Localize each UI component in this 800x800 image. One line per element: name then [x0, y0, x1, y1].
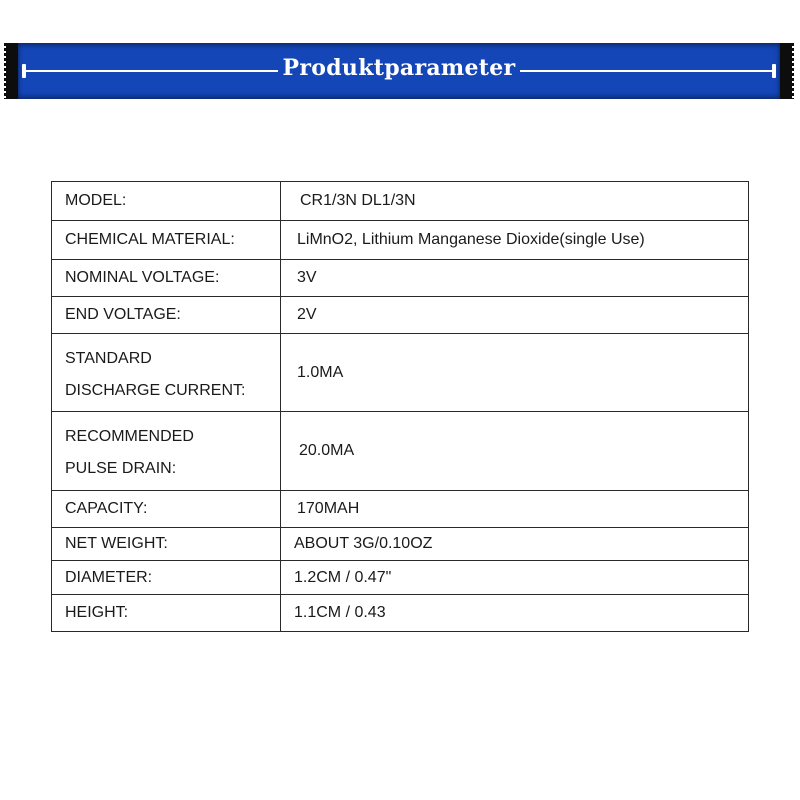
spec-value: 1.2CM / 0.47": [281, 561, 749, 595]
spec-row-model: [52, 182, 749, 221]
banner-title: Produktparameter: [282, 55, 516, 81]
spec-row-recommended-pulse-drain: [52, 412, 749, 491]
spec-value: 1.1CM / 0.43: [281, 595, 749, 632]
spec-value: 170MAH: [281, 491, 749, 528]
spec-label: [52, 412, 281, 491]
spec-value: LiMnO2, Lithium Manganese Dioxide(single Use): [281, 221, 749, 260]
spec-label-line: STANDARD: [65, 349, 152, 367]
spec-label: NET WEIGHT:: [52, 528, 281, 561]
spec-row-net-weight: [52, 528, 749, 561]
spec-label: CHEMICAL MATERIAL:: [52, 221, 281, 260]
spec-value: 2V: [281, 297, 749, 334]
spec-label-line: RECOMMENDED: [65, 428, 194, 445]
spec-row-end-voltage: [52, 297, 749, 334]
spec-label: [52, 334, 281, 412]
spec-label: MODEL:: [52, 182, 281, 221]
spec-value: CR1/3N DL1/3N: [281, 182, 749, 221]
banner-right-cap: [772, 64, 776, 78]
spec-table: [51, 181, 749, 632]
spec-row-chemical-material: [52, 221, 749, 260]
spec-row-standard-discharge-current: [52, 334, 749, 412]
spec-row-nominal-voltage: [52, 260, 749, 297]
title-banner: [6, 43, 792, 99]
spec-label-line: DISCHARGE CURRENT:: [65, 381, 246, 399]
spec-label: CAPACITY:: [52, 491, 281, 528]
spec-label: HEIGHT:: [52, 595, 281, 632]
spec-value: 20.0MA: [281, 412, 749, 491]
spec-row-capacity: [52, 491, 749, 528]
spec-label: NOMINAL VOLTAGE:: [52, 260, 281, 297]
spec-value: 3V: [281, 260, 749, 297]
spec-label: END VOLTAGE:: [52, 297, 281, 334]
spec-value: 1.0MA: [281, 334, 749, 412]
spec-row-height: [52, 595, 749, 632]
spec-label-line: PULSE DRAIN:: [65, 460, 177, 477]
spec-value: ABOUT 3G/0.10OZ: [281, 528, 749, 561]
spec-label: DIAMETER:: [52, 561, 281, 595]
spec-row-diameter: [52, 561, 749, 595]
banner-right-line: [520, 70, 772, 72]
